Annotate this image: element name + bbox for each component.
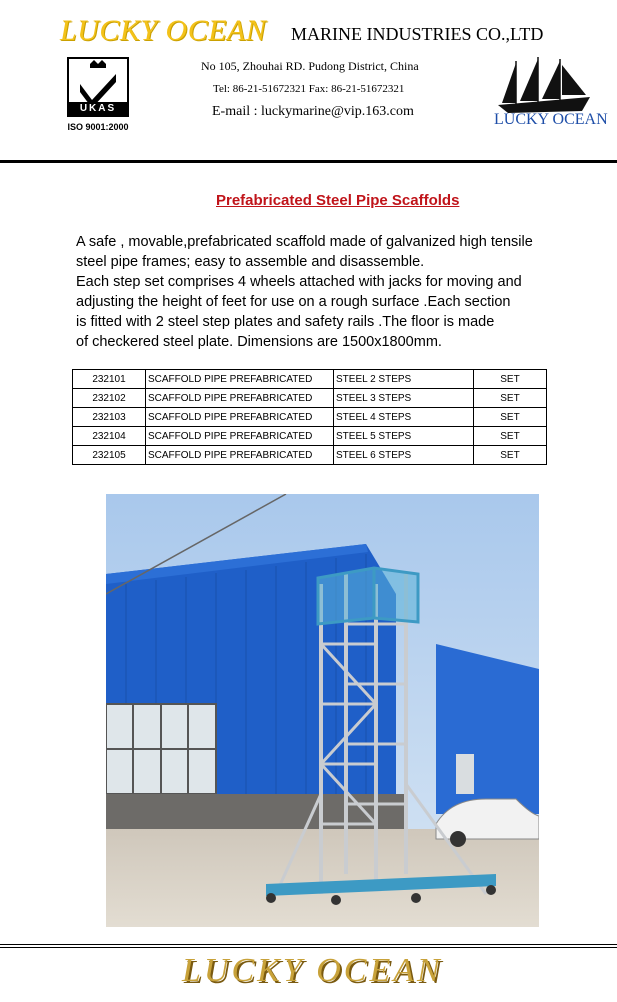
table-row	[73, 370, 547, 389]
item-spec: STEEL 3 STEPS	[334, 389, 474, 408]
product-description	[76, 232, 596, 352]
item-spec: STEEL 4 STEPS	[334, 408, 474, 427]
table-row	[73, 389, 547, 408]
product-photo	[106, 494, 539, 927]
item-code: 232105	[73, 446, 146, 465]
ship-logo	[494, 55, 608, 135]
company-address: No 105, Zhouhai RD. Pudong District, China	[201, 59, 419, 73]
item-unit: SET	[474, 370, 547, 389]
item-unit: SET	[474, 427, 547, 446]
item-description: SCAFFOLD PIPE PREFABRICATED	[146, 389, 334, 408]
item-code: 232104	[73, 427, 146, 446]
item-code: 232101	[73, 370, 146, 389]
item-unit: SET	[474, 446, 547, 465]
item-code: 232102	[73, 389, 146, 408]
item-spec: STEEL 6 STEPS	[334, 446, 474, 465]
item-description: SCAFFOLD PIPE PREFABRICATED	[146, 408, 334, 427]
table-row	[73, 408, 547, 427]
table-row	[73, 446, 547, 465]
footer-divider	[0, 947, 617, 948]
item-unit: SET	[474, 408, 547, 427]
tel-fax: Tel: 86-21-51672321 Fax: 86-21-51672321	[213, 83, 405, 95]
company-name: MARINE INDUSTRIES CO.,LTD	[291, 24, 544, 44]
description-line: is fitted with 2 steel step plates and safety rails .The floor is made	[76, 314, 495, 330]
iso-label: ISO 9001:2000	[67, 122, 129, 132]
product-table	[72, 369, 547, 465]
description-line: adjusting the height of feet for use on a rough surface .Each section	[76, 294, 511, 310]
item-description: SCAFFOLD PIPE PREFABRICATED	[146, 446, 334, 465]
header-divider	[0, 160, 617, 163]
item-code: 232103	[73, 408, 146, 427]
product-title: Prefabricated Steel Pipe Scaffolds	[216, 192, 460, 209]
item-spec: STEEL 2 STEPS	[334, 370, 474, 389]
footer-logo: LUCKY OCEAN	[182, 952, 443, 989]
description-line: of checkered steel plate. Dimensions are 1500x1800mm.	[76, 334, 442, 350]
email-address: E-mail : luckymarine@vip.163.com	[212, 104, 414, 119]
table-row	[73, 427, 547, 446]
scaffold-photo-illustration	[106, 494, 539, 927]
ship-logo-text: LUCKY OCEAN	[494, 111, 608, 128]
brand-name: LUCKY OCEAN	[60, 14, 267, 47]
item-description: SCAFFOLD PIPE PREFABRICATED	[146, 427, 334, 446]
item-unit: SET	[474, 389, 547, 408]
item-description: SCAFFOLD PIPE PREFABRICATED	[146, 370, 334, 389]
description-line: steel pipe frames; easy to assemble and disassemble.	[76, 254, 425, 270]
item-spec: STEEL 5 STEPS	[334, 427, 474, 446]
ukas-iso-logo	[62, 56, 134, 136]
footer-divider	[0, 944, 617, 945]
ukas-label: UKAS	[79, 103, 117, 114]
description-line: A safe , movable,prefabricated scaffold made of galvanized high tensile	[76, 234, 533, 250]
description-line: Each step set comprises 4 wheels attached with jacks for moving and	[76, 274, 522, 290]
